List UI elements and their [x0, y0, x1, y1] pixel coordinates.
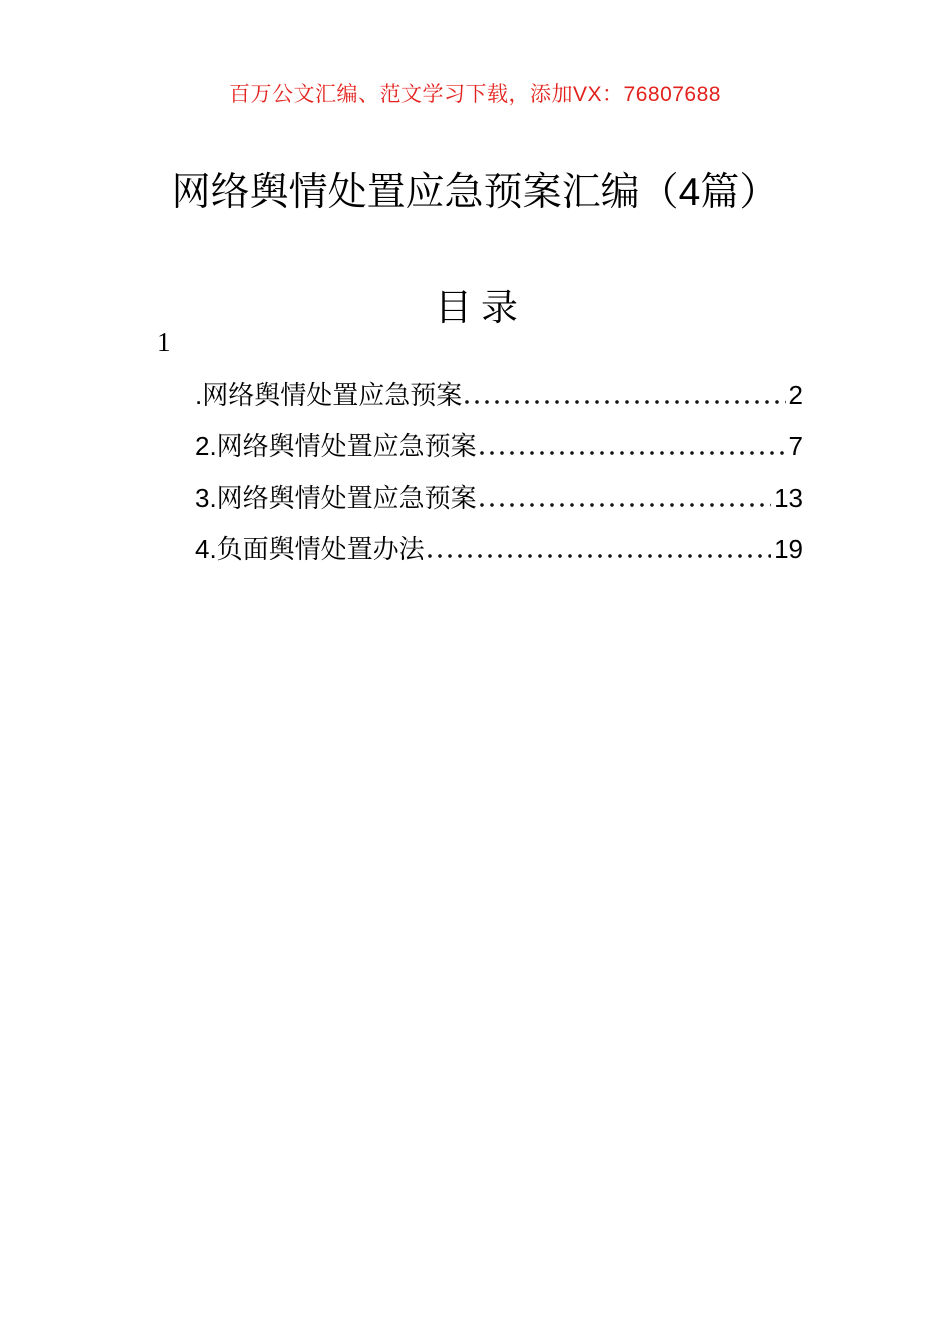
toc-entry-page: 13 [774, 482, 803, 513]
toc-entry-label: 4.负面舆情处置办法 [195, 534, 425, 565]
promo-header-notice: 百万公文汇编、范文学习下载，添加VX：76807688 [229, 83, 721, 106]
toc-leader-dots [465, 400, 785, 404]
toc-heading: 目录 [435, 287, 527, 328]
toc-orphan-number: 1 [157, 327, 171, 357]
toc-entry-label: 3.网络舆情处置应急预案 [195, 482, 477, 513]
document-title: 网络舆情处置应急预案汇编（4篇） [171, 171, 779, 214]
toc-entry-page: 7 [788, 431, 803, 462]
toc-entry-page: 2 [788, 380, 803, 410]
toc-entry-label: 2.网络舆情处置应急预案 [195, 431, 477, 462]
toc-entry[interactable] [195, 370, 803, 421]
toc-entry[interactable] [195, 421, 803, 472]
toc-leader-dots [480, 451, 786, 455]
toc-leader-dots [428, 554, 771, 558]
toc-entry[interactable] [195, 524, 803, 575]
toc-entry[interactable] [195, 473, 803, 524]
toc-list [195, 370, 803, 576]
toc-entry-label: .网络舆情处置应急预案 [195, 380, 463, 410]
toc-entry-page: 19 [774, 534, 803, 565]
toc-leader-dots [480, 503, 771, 507]
